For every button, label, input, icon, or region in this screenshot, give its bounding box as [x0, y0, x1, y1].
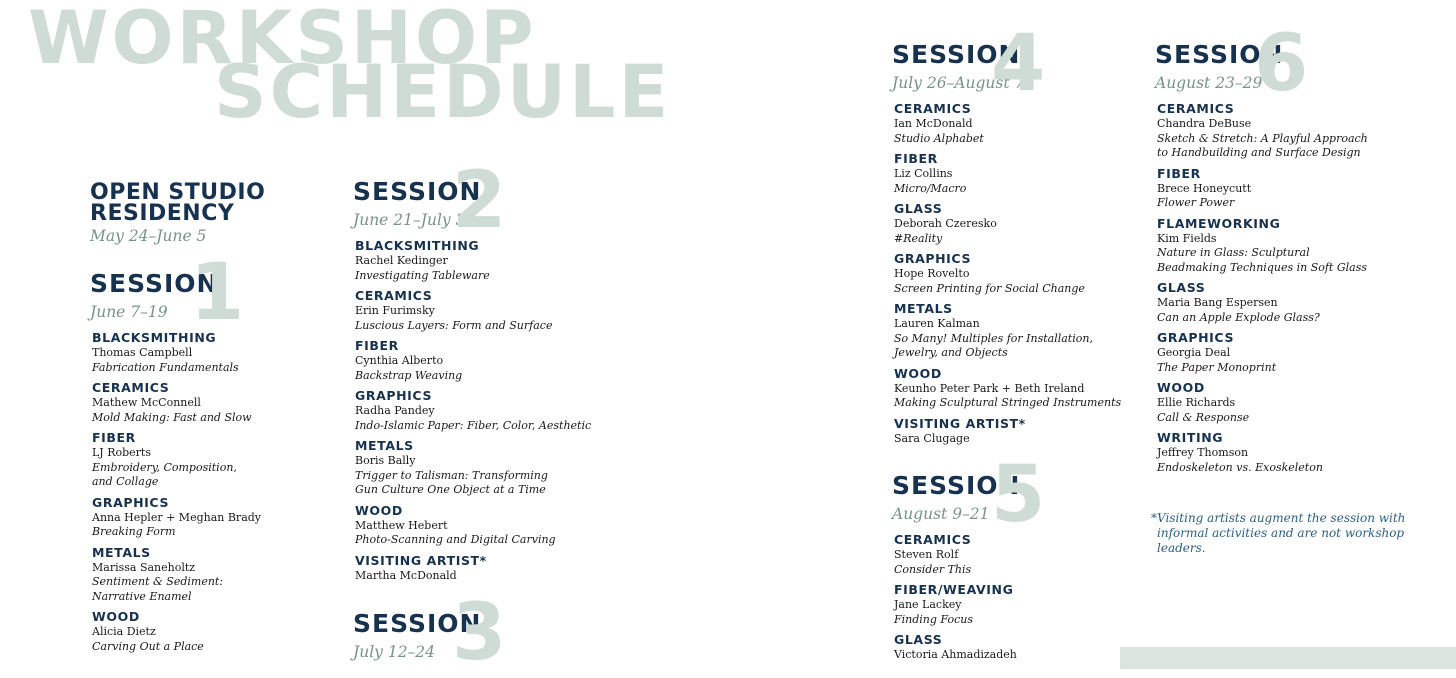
artist-name: Anna Hepler + Meghan Brady: [92, 510, 262, 524]
session-entries: [892, 101, 1121, 446]
footnote-text: Visiting artists augment the session with informal activities and are not workshop leaders.: [1157, 511, 1406, 555]
artist-name: Mathew McConnell: [92, 396, 201, 409]
workshop-entry: [92, 545, 261, 605]
workshop-entry: [1157, 430, 1368, 475]
artist-name: Maria Bang Espersen: [1157, 296, 1278, 309]
discipline-heading: GLASS: [1157, 280, 1206, 295]
workshop-title: [92, 640, 261, 655]
artist-name: Kim Fields: [1157, 231, 1217, 245]
artist-name: Thomas Campbell: [92, 346, 193, 359]
workshop-entry: [894, 582, 1017, 627]
workshop-title: [355, 319, 591, 334]
discipline-heading: WOOD: [92, 609, 140, 624]
discipline-heading: GLASS: [894, 632, 943, 647]
artist-name: Deborah Czeresko: [894, 217, 997, 230]
workshop-title: [355, 469, 591, 498]
session-number: 5: [991, 450, 1046, 540]
session-label: SESSION: [892, 471, 1021, 500]
workshop-entry: [894, 301, 1121, 361]
workshop-entry: [92, 430, 261, 490]
workshop-title: [1157, 246, 1368, 275]
workshop-title-line: to Handbuilding and Surface Design: [1157, 146, 1361, 159]
discipline-heading: VISITING ARTIST*: [894, 415, 1026, 431]
discipline-heading: GLASS: [894, 201, 943, 216]
workshop-entry: [894, 632, 1017, 663]
workshop-entry: [1157, 330, 1368, 375]
session-2: [353, 156, 592, 588]
visiting-artist-footnote: [1151, 511, 1446, 556]
workshop-title: [1157, 196, 1368, 211]
artist-name: Georgia Deal: [1157, 346, 1231, 359]
workshop-title: [355, 269, 591, 284]
artist-name: Alicia Dietz: [92, 625, 156, 638]
workshop-entry: [92, 380, 261, 425]
workshop-entry: [894, 151, 1121, 196]
artist-name: Keunho Peter Park + Beth Ireland: [894, 381, 1085, 395]
workshop-title-line: Indo-Islamic Paper: Fiber, Color, Aesthetic: [355, 418, 592, 432]
workshop-title-line: So Many! Multiples for Installation,: [894, 331, 1093, 345]
workshop-title: [894, 563, 1017, 578]
workshop-entry: [894, 416, 1121, 447]
session-1: [90, 248, 262, 659]
workshop-title-line: Trigger to Talisman: Transforming: [355, 468, 548, 482]
artist-name: Chandra DeBuse: [1157, 117, 1252, 130]
workshop-entry: [1157, 380, 1368, 425]
discipline-heading: METALS: [894, 301, 953, 316]
workshop-entry: [355, 338, 591, 383]
session-label: SESSION: [892, 40, 1021, 69]
discipline-heading: GRAPHICS: [92, 494, 170, 510]
open-studio-title-line-2: RESIDENCY: [90, 201, 235, 226]
workshop-title: [1157, 311, 1368, 326]
session-entries: [1155, 101, 1368, 475]
workshop-title-line: Sketch & Stretch: A Playful Approach: [1157, 131, 1368, 145]
workshop-title-line: Fabrication Fundamentals: [92, 360, 239, 374]
workshop-title: [894, 232, 1121, 247]
workshop-entry: [1157, 216, 1368, 276]
discipline-heading: GRAPHICS: [355, 388, 433, 403]
workshop-title: [355, 419, 591, 434]
workshop-entry: [1157, 101, 1368, 161]
session-4: [892, 19, 1122, 451]
workshop-title-line: Mold Making: Fast and Slow: [92, 410, 252, 424]
session-5: [892, 450, 1046, 668]
corner-panel: [1120, 647, 1456, 669]
artist-name: Jane Lackey: [894, 598, 962, 611]
open-studio-residency: [90, 182, 265, 246]
workshop-entry: [355, 288, 591, 333]
workshop-entry: [355, 503, 591, 548]
workshop-title-line: Embroidery, Composition,: [92, 460, 237, 474]
workshop-title-line: Breaking Form: [92, 525, 176, 538]
workshop-entry: [1157, 166, 1368, 211]
discipline-heading: WOOD: [894, 365, 942, 381]
workshop-title-line: Beadmaking Techniques in Soft Glass: [1157, 260, 1368, 274]
workshop-title: [92, 461, 261, 490]
session-entries: [90, 330, 261, 654]
workshop-title: [1157, 461, 1368, 476]
artist-name: Ian McDonald: [894, 117, 973, 130]
discipline-heading: CERAMICS: [894, 532, 972, 547]
session-dates: June 21–July 3: [353, 211, 466, 229]
discipline-heading: FLAMEWORKING: [1157, 215, 1281, 231]
workshop-title: [355, 369, 591, 384]
open-studio-title-line-1: OPEN STUDIO: [90, 180, 266, 205]
open-studio-dates: May 24–June 5: [90, 227, 207, 245]
discipline-heading: WOOD: [1157, 380, 1205, 395]
discipline-heading: CERAMICS: [355, 288, 433, 303]
artist-name: Ellie Richards: [1157, 396, 1236, 409]
artist-name: Brece Honeycutt: [1157, 181, 1252, 195]
session-dates: July 12–24: [353, 643, 436, 661]
session-label: SESSION: [353, 609, 482, 638]
open-studio-title: [90, 182, 265, 224]
discipline-heading: FIBER/WEAVING: [894, 582, 1014, 597]
artist-name: Cynthia Alberto: [355, 354, 444, 367]
workshop-entry: [92, 609, 261, 654]
discipline-heading: WRITING: [1157, 430, 1224, 445]
artist-name: Victoria Ahmadizadeh: [894, 648, 1017, 661]
workshop-entry: [1157, 280, 1368, 325]
workshop-entry: [355, 388, 591, 433]
workshop-title: [894, 396, 1121, 411]
workshop-entry: [355, 438, 591, 498]
workshop-title-line: Screen Printing for Social Change: [894, 281, 1085, 295]
discipline-heading: GRAPHICS: [894, 251, 972, 266]
workshop-entry: [894, 251, 1121, 296]
artist-name: Marissa Saneholtz: [92, 560, 196, 574]
workshop-entry: [894, 201, 1121, 246]
footnote-asterisk: *: [1151, 511, 1157, 525]
workshop-title: [92, 411, 261, 426]
workshop-title-line: Luscious Layers: Form and Surface: [355, 318, 553, 332]
session-label: SESSION: [1155, 40, 1284, 69]
workshop-title-line: Narrative Enamel: [92, 589, 192, 603]
session-number: 3: [452, 588, 507, 678]
workshop-title-line: Carving Out a Place: [92, 639, 204, 653]
workshop-title: [1157, 411, 1368, 426]
artist-name: Steven Rolf: [894, 548, 959, 561]
workshop-title-line: Backstrap Weaving: [355, 368, 463, 382]
workshop-entry: [92, 495, 261, 540]
workshop-title: [92, 525, 261, 540]
session-label: SESSION: [90, 269, 219, 298]
workshop-title-line: Call & Response: [1157, 410, 1250, 424]
workshop-title-line: #Reality: [894, 231, 943, 245]
artist-name: Matthew Hebert: [355, 518, 448, 532]
session-entries: [353, 238, 591, 583]
session-dates: August 9–21: [892, 505, 990, 523]
workshop-title-line: Studio Alphabet: [894, 131, 984, 145]
artist-name: Rachel Kedinger: [355, 254, 448, 267]
workshop-title: [1157, 361, 1368, 376]
workshop-title-line: Endoskeleton vs. Exoskeleton: [1157, 460, 1323, 474]
artist-name: LJ Roberts: [92, 446, 151, 459]
artist-name: Jeffrey Thomson: [1157, 446, 1249, 459]
workshop-title-line: Investigating Tableware: [355, 268, 490, 282]
workshop-title-line: Can an Apple Explode Glass?: [1157, 310, 1320, 324]
discipline-heading: WOOD: [355, 502, 403, 518]
workshop-title-line: Consider This: [894, 562, 972, 576]
artist-name: Liz Collins: [894, 167, 953, 180]
workshop-title-line: and Collage: [92, 475, 159, 488]
discipline-heading: BLACKSMITHING: [355, 238, 480, 253]
discipline-heading: GRAPHICS: [1157, 330, 1235, 345]
workshop-title-line: Flower Power: [1157, 196, 1235, 209]
session-number: 1: [190, 248, 245, 338]
workshop-title-line: The Paper Monoprint: [1157, 360, 1277, 374]
workshop-title: [894, 332, 1121, 361]
discipline-heading: FIBER: [894, 151, 938, 166]
discipline-heading: VISITING ARTIST*: [355, 552, 487, 568]
session-6: [1155, 19, 1368, 480]
artist-name: Sara Clugage: [894, 431, 970, 445]
workshop-title: [894, 613, 1017, 628]
workshop-title: [1157, 132, 1368, 161]
workshop-title: [894, 132, 1121, 147]
workshop-title-line: Making Sculptural Stringed Instruments: [894, 396, 1122, 409]
title-line-2: SCHEDULE: [214, 50, 672, 135]
workshop-title-line: Nature in Glass: Sculptural: [1157, 246, 1310, 259]
artist-name: Radha Pandey: [355, 404, 435, 417]
workshop-title-line: Jewelry, and Objects: [894, 346, 1008, 359]
workshop-title-line: Sentiment & Sediment:: [92, 575, 224, 588]
session-dates: July 26–August 7: [892, 74, 1025, 92]
discipline-heading: METALS: [355, 438, 414, 453]
workshop-title-line: Finding Focus: [894, 612, 973, 626]
title-line-1: WORKSHOP: [28, 0, 537, 81]
session-number: 4: [991, 19, 1046, 109]
workshop-title: [92, 575, 261, 604]
workshop-title-line: Micro/Macro: [894, 181, 967, 195]
workshop-title: [894, 282, 1121, 297]
workshop-title-line: Gun Culture One Object at a Time: [355, 483, 546, 496]
discipline-heading: CERAMICS: [894, 101, 972, 116]
session-dates: August 23–29: [1155, 74, 1263, 92]
session-entries: [892, 532, 1017, 663]
session-number: 6: [1254, 19, 1309, 109]
discipline-heading: BLACKSMITHING: [92, 330, 217, 345]
discipline-heading: FIBER: [1157, 165, 1201, 181]
artist-name: Lauren Kalman: [894, 317, 980, 330]
session-3: [353, 588, 507, 678]
discipline-heading: CERAMICS: [92, 380, 170, 395]
artist-name: Martha McDonald: [355, 568, 457, 582]
session-dates: June 7–19: [90, 303, 168, 321]
session-number: 2: [452, 156, 507, 246]
workshop-title: [92, 361, 261, 376]
discipline-heading: CERAMICS: [1157, 101, 1235, 116]
artist-name: Hope Rovelto: [894, 267, 970, 280]
workshop-title-line: Photo-Scanning and Digital Carving: [355, 533, 556, 546]
workshop-entry: [894, 366, 1121, 411]
session-label: SESSION: [353, 177, 482, 206]
workshop-title: [355, 533, 591, 548]
workshop-entry: [355, 553, 591, 584]
workshop-title: [894, 182, 1121, 197]
discipline-heading: FIBER: [355, 338, 399, 353]
artist-name: Erin Furimsky: [355, 304, 435, 317]
discipline-heading: FIBER: [92, 430, 136, 445]
discipline-heading: METALS: [92, 544, 151, 560]
artist-name: Boris Bally: [355, 454, 416, 467]
